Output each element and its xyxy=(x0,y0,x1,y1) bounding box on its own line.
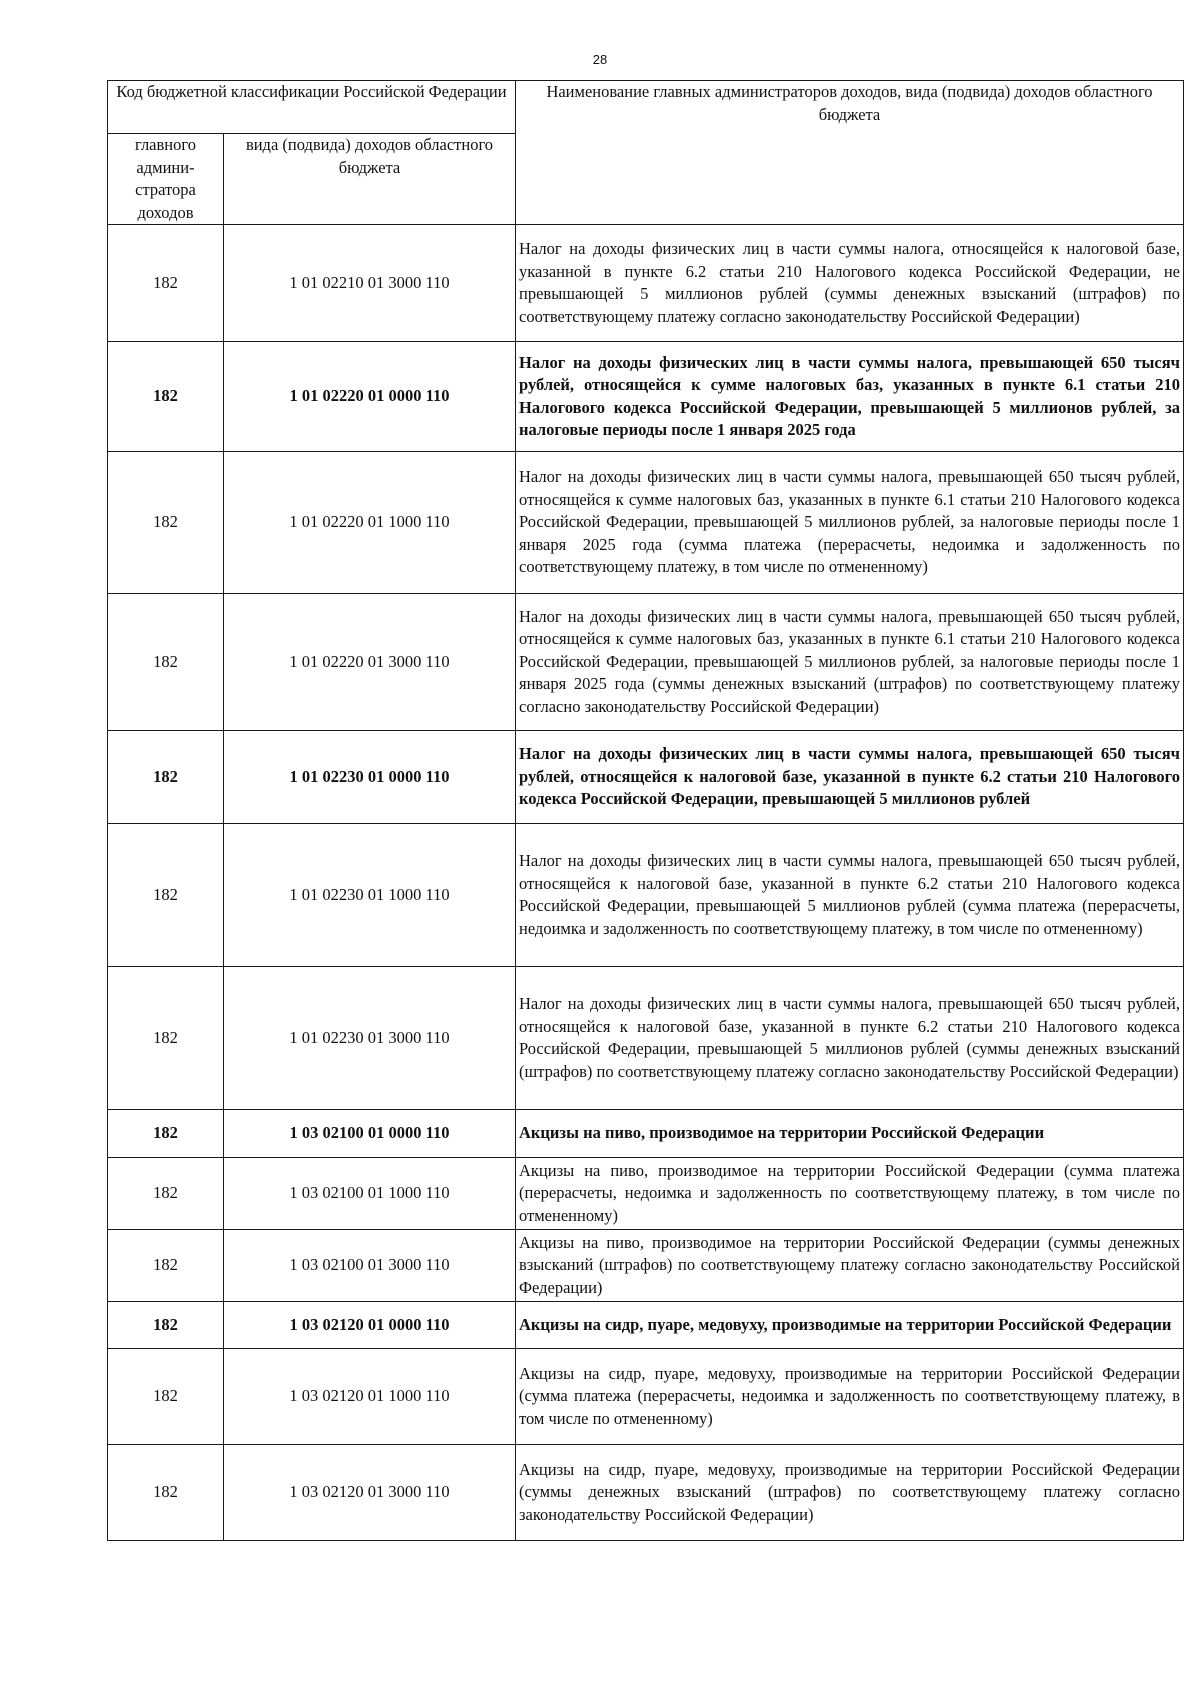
admin-code-cell: 182 xyxy=(108,1445,224,1541)
header-row-top xyxy=(108,81,1184,134)
income-code-cell: 1 03 02120 01 0000 110 xyxy=(224,1302,516,1349)
table-row xyxy=(108,452,1184,594)
income-name-cell: Акцизы на сидр, пуаре, медовуху, производимые на территории Российской Федерации (суммы денежных взысканий (штрафов) по соответствующему платежу согласно законодательству Российской Федерации) xyxy=(516,1445,1184,1541)
header-kind-column: вида (подвида) доходов областного бюджета xyxy=(224,134,516,225)
admin-code-cell: 182 xyxy=(108,225,224,342)
income-code-cell: 1 01 02210 01 3000 110 xyxy=(224,225,516,342)
income-code-cell: 1 03 02120 01 3000 110 xyxy=(224,1445,516,1541)
income-code-cell: 1 01 02220 01 0000 110 xyxy=(224,342,516,452)
income-code-cell: 1 01 02220 01 1000 110 xyxy=(224,452,516,594)
table-row xyxy=(108,824,1184,967)
income-name-cell: Налог на доходы физических лиц в части суммы налога, превышающей 650 тысяч рублей, относящейся к налоговой базе, указанной в пункте 6.2 статьи 210 Налогового кодекса Российской Федерации, превышающей 5 миллионов рублей (сумма платежа (перерасчеты, недоимка и задолженность по соответствующему платежу, в том числе по отмененному) xyxy=(516,824,1184,967)
table-row xyxy=(108,1110,1184,1158)
table-row xyxy=(108,1445,1184,1541)
income-name-cell: Акцизы на пиво, производимое на территории Российской Федерации (суммы денежных взысканий (штрафов) по соответствующему платежу согласно законодательству Российской Федерации) xyxy=(516,1230,1184,1302)
income-name-cell: Налог на доходы физических лиц в части суммы налога, превышающей 650 тысяч рублей, относящейся к налоговой базе, указанной в пункте 6.2 статьи 210 Налогового кодекса Российской Федерации, превышающей 5 миллионов рублей xyxy=(516,731,1184,824)
income-code-cell: 1 03 02120 01 1000 110 xyxy=(224,1349,516,1445)
admin-code-cell: 182 xyxy=(108,1230,224,1302)
income-code-cell: 1 03 02100 01 1000 110 xyxy=(224,1158,516,1230)
table-row xyxy=(108,1230,1184,1302)
income-code-cell: 1 01 02230 01 0000 110 xyxy=(224,731,516,824)
table-row xyxy=(108,1158,1184,1230)
income-code-cell: 1 01 02230 01 3000 110 xyxy=(224,967,516,1110)
income-name-cell: Налог на доходы физических лиц в части суммы налога, превышающей 650 тысяч рублей, относящейся к налоговой базе, указанной в пункте 6.2 статьи 210 Налогового кодекса Российской Федерации, превышающей 5 миллионов рублей (суммы денежных взысканий (штрафов) по соответствующему платежу согласно законодательству Российской Федерации) xyxy=(516,967,1184,1110)
income-name-cell: Налог на доходы физических лиц в части суммы налога, относящейся к налоговой базе, указанной в пункте 6.2 статьи 210 Налогового кодекса Российской Федерации, не превышающей 5 миллионов рублей (суммы денежных взысканий (штрафов) по соответствующему платежу согласно законодательству Российской Федерации) xyxy=(516,225,1184,342)
table-row xyxy=(108,342,1184,452)
table-row xyxy=(108,1302,1184,1349)
income-name-cell: Налог на доходы физических лиц в части суммы налога, превышающей 650 тысяч рублей, относящейся к сумме налоговых баз, указанных в пункте 6.1 статьи 210 Налогового кодекса Российской Федерации, превышающей 5 миллионов рублей, за налоговые периоды после 1 января 2025 года xyxy=(516,342,1184,452)
income-code-cell: 1 03 02100 01 0000 110 xyxy=(224,1110,516,1158)
income-code-cell: 1 03 02100 01 3000 110 xyxy=(224,1230,516,1302)
admin-code-cell: 182 xyxy=(108,1302,224,1349)
income-name-cell: Акцизы на сидр, пуаре, медовуху, производимые на территории Российской Федерации xyxy=(516,1302,1184,1349)
income-name-cell: Налог на доходы физических лиц в части суммы налога, превышающей 650 тысяч рублей, относящейся к сумме налоговых баз, указанных в пункте 6.1 статьи 210 Налогового кодекса Российской Федерации, превышающей 5 миллионов рублей, за налоговые периоды после 1 января 2025 года (суммы денежных взысканий (штрафов) по соответствующему платежу согласно законодательству Российской Федерации) xyxy=(516,594,1184,731)
income-name-cell: Акцизы на пиво, производимое на территории Российской Федерации (сумма платежа (перерасчеты, недоимка и задолженность по соответствующему платежу, в том числе по отмененному) xyxy=(516,1158,1184,1230)
income-name-cell: Налог на доходы физических лиц в части суммы налога, превышающей 650 тысяч рублей, относящейся к сумме налоговых баз, указанных в пункте 6.1 статьи 210 Налогового кодекса Российской Федерации, превышающей 5 миллионов рублей, за налоговые периоды после 1 января 2025 года (сумма платежа (перерасчеты, недоимка и задолженность по соответствующему платежу, в том числе по отмененному) xyxy=(516,452,1184,594)
page-number: 28 xyxy=(592,52,608,67)
admin-code-cell: 182 xyxy=(108,731,224,824)
admin-code-cell: 182 xyxy=(108,1158,224,1230)
admin-code-cell: 182 xyxy=(108,824,224,967)
table-row xyxy=(108,225,1184,342)
admin-code-cell: 182 xyxy=(108,342,224,452)
admin-code-cell: 182 xyxy=(108,452,224,594)
income-name-cell: Акцизы на сидр, пуаре, медовуху, производимые на территории Российской Федерации (сумма платежа (перерасчеты, недоимка и задолженность по соответствующему платежу, в том числе по отмененному) xyxy=(516,1349,1184,1445)
income-name-cell: Акцизы на пиво, производимое на территории Российской Федерации xyxy=(516,1110,1184,1158)
income-code-cell: 1 01 02220 01 3000 110 xyxy=(224,594,516,731)
table-body xyxy=(108,225,1184,1541)
header-name-column: Наименование главных администраторов доходов, вида (подвида) доходов областного бюджета xyxy=(516,81,1184,225)
admin-code-cell: 182 xyxy=(108,1110,224,1158)
admin-code-cell: 182 xyxy=(108,967,224,1110)
budget-classification-table xyxy=(107,80,1184,1541)
table-row xyxy=(108,1349,1184,1445)
header-code-group: Код бюджетной классификации Российской Федерации xyxy=(108,81,516,134)
table-row xyxy=(108,731,1184,824)
header-admin-column: главного админи-стратора доходов xyxy=(108,134,224,225)
income-code-cell: 1 01 02230 01 1000 110 xyxy=(224,824,516,967)
admin-code-cell: 182 xyxy=(108,1349,224,1445)
admin-code-cell: 182 xyxy=(108,594,224,731)
table-row xyxy=(108,594,1184,731)
table-row xyxy=(108,967,1184,1110)
